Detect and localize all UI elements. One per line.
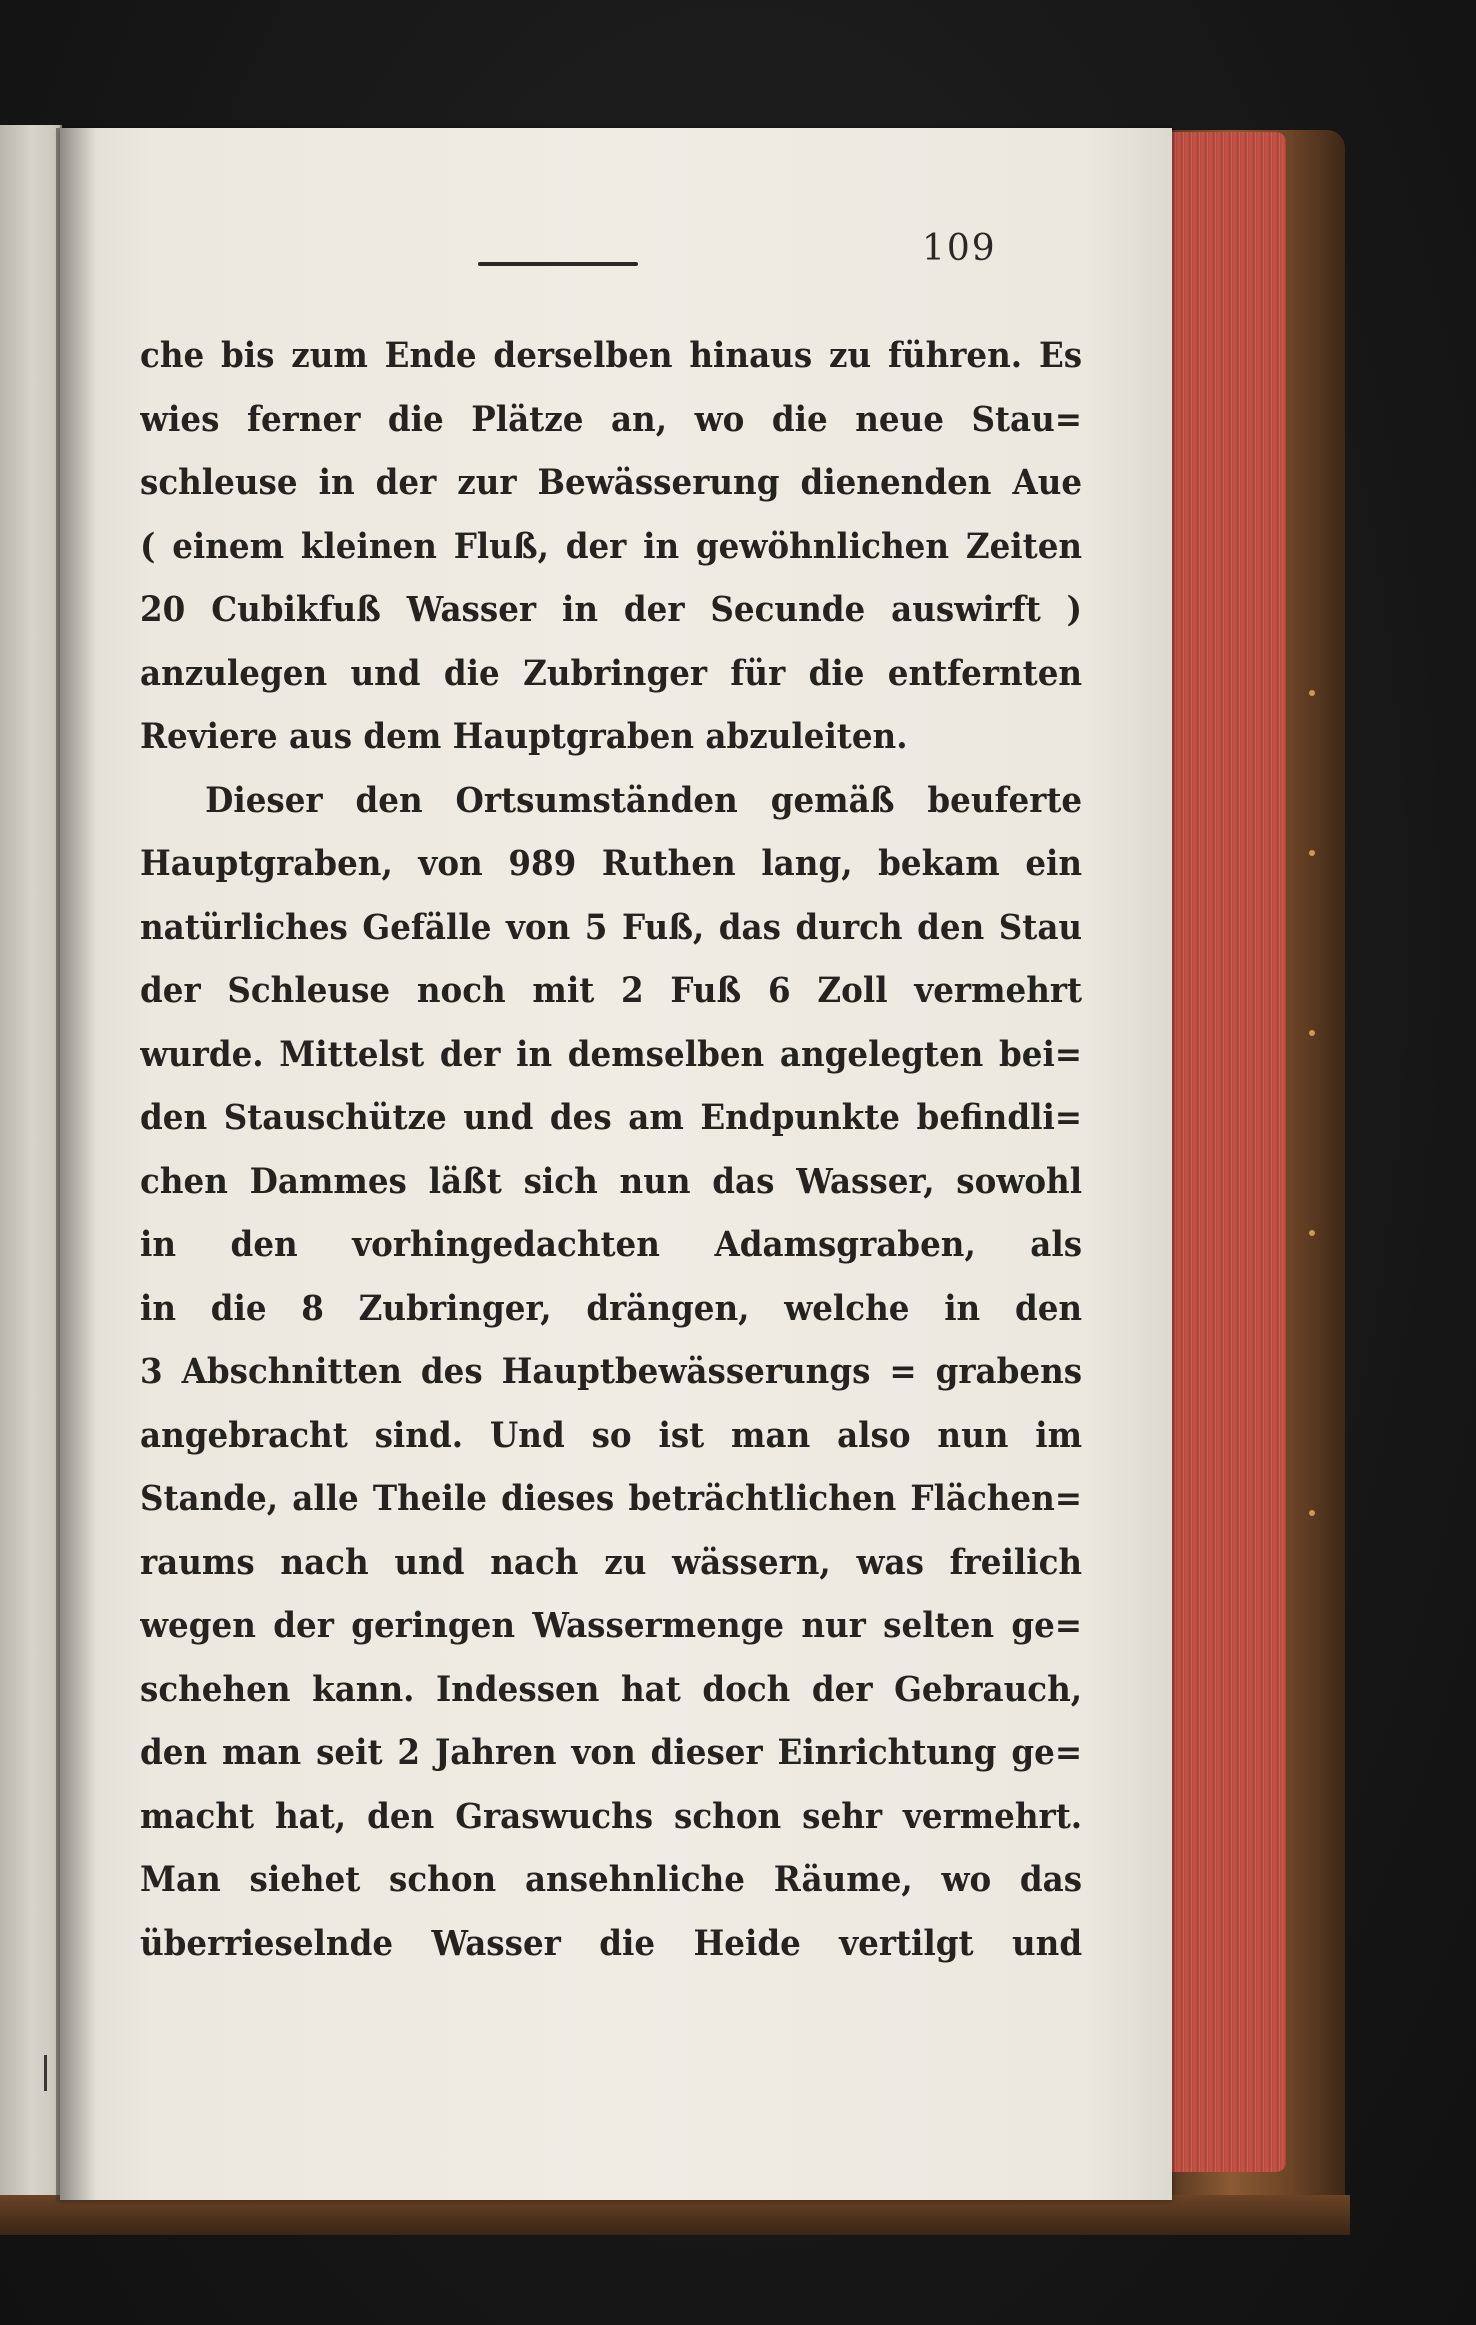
- text-line: che bis zum Ende derselben hinaus zu führen. Es: [140, 335, 1083, 376]
- book-page: [60, 128, 1172, 2200]
- text-line: macht hat, den Graswuchs schon sehr vermehrt.: [140, 1795, 1083, 1837]
- text-line: natürliches Gefälle von 5 Fuß, das durch den Stau: [140, 906, 1083, 948]
- header-rule: [478, 262, 638, 266]
- text-line: schehen kann. Indessen hat doch der Gebrauch,: [140, 1668, 1083, 1710]
- page-text: [140, 324, 1082, 1975]
- text-line: Man siehet schon ansehnliche Räume, wo das: [140, 1859, 1083, 1900]
- text-line: Hauptgraben, von 989 Ruthen lang, bekam ein: [140, 843, 1083, 884]
- cover-speckle: [1309, 1510, 1315, 1516]
- cover-speckle: [1309, 1230, 1315, 1236]
- page-number: 109: [922, 228, 997, 269]
- text-line: in die 8 Zubringer, drängen, welche in den: [140, 1287, 1083, 1329]
- gutter-shadow: [56, 128, 96, 2203]
- left-facing-page-edge: [0, 125, 62, 2205]
- text-line: in den vorhingedachten Adamsgraben, als: [140, 1224, 1083, 1265]
- page-edge-mark: [44, 2055, 47, 2091]
- text-line: 20 Cubikfuß Wasser in der Secunde auswirft ): [140, 589, 1083, 630]
- cover-bottom-board: [0, 2195, 1350, 2235]
- text-line: der Schleuse noch mit 2 Fuß 6 Zoll vermehrt: [140, 970, 1083, 1011]
- text-line: schleuse in der zur Bewässerung dienenden Aue: [140, 462, 1083, 503]
- text-line: chen Dammes läßt sich nun das Wasser, sowohl: [140, 1160, 1083, 1202]
- red-page-edges: [1168, 132, 1286, 2172]
- cover-speckle: [1309, 850, 1315, 856]
- text-line: den man seit 2 Jahren von dieser Einrichtung ge=: [140, 1732, 1083, 1773]
- cover-speckle: [1309, 1030, 1315, 1036]
- text-line: anzulegen und die Zubringer für die entfernten: [140, 652, 1083, 694]
- text-line: angebracht sind. Und so ist man also nun im: [140, 1414, 1083, 1456]
- text-line: ( einem kleinen Fluß, der in gewöhnlichen Zeiten: [140, 525, 1083, 567]
- text-line: wurde. Mittelst der in demselben angelegten bei=: [140, 1033, 1083, 1075]
- text-line: wegen der geringen Wassermenge nur selten ge=: [140, 1605, 1083, 1646]
- text-line: den Stauschütze und des am Endpunkte befindli=: [140, 1097, 1083, 1138]
- text-line: wies ferner die Plätze an, wo die neue Stau=: [140, 398, 1083, 440]
- text-line: raums nach und nach zu wässern, was freilich: [140, 1541, 1083, 1583]
- text-line: 3 Abschnitten des Hauptbewässerungs = grabens: [140, 1351, 1083, 1392]
- cover-speckle: [1309, 690, 1315, 696]
- text-line: überrieselnde Wasser die Heide vertilgt und: [140, 1922, 1083, 1964]
- text-line: Dieser den Ortsumständen gemäß beuferte: [205, 779, 1083, 821]
- text-line: Stande, alle Theile dieses beträchtlichen Flächen=: [140, 1478, 1083, 1519]
- text-line: Reviere aus dem Hauptgraben abzuleiten.: [140, 716, 908, 757]
